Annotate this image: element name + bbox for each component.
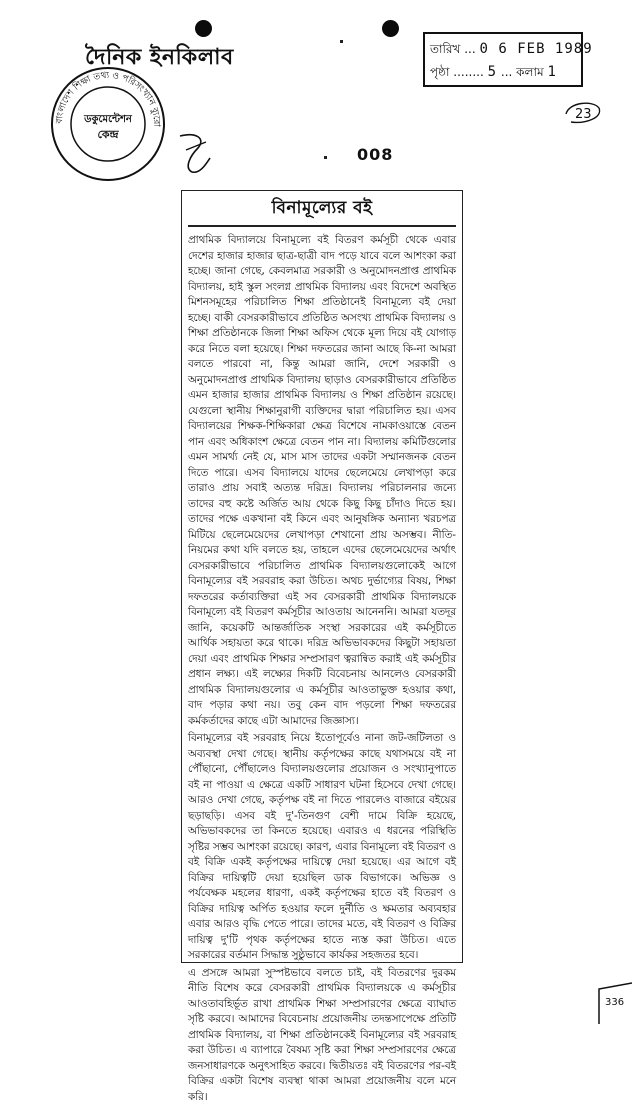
seal-center-line1: ডকুমেন্টেশন: [83, 112, 133, 126]
scan-speck: [324, 156, 327, 159]
article-title: বিনামূল্যের বই: [188, 195, 456, 227]
date-row: তারিখ ... 0 6 FEB 1989: [430, 41, 593, 61]
column-value: 1: [547, 64, 556, 80]
newspaper-clipping: [181, 190, 463, 963]
date-label: তারিখ: [430, 42, 460, 56]
page-label: পৃষ্ঠা: [430, 65, 449, 79]
column-label: কলাম: [516, 65, 543, 79]
document-number: 008: [357, 145, 393, 164]
article-paragraph-1: প্রাথমিক বিদ্যালয়ে বিনামূল্যে বই বিতরণ কর্মসূচী থেকে এবার দেশের হাজার হাজার ছাত্র-ছাত্রী বাদ পড়ে যাবে বলে আশংকা করা হচ্ছে। জানা গেছে, কেবলমাত্র সরকারী ও অনুমোদনপ্রাপ্ত প্রাথমিক বিদ্যালয়, হাই স্কুল সংলগ্ন প্রাথমিক বিদ্যালয় এবং বিদেশে অবস্থিত মিশনসমূহের পরিচালিত শিক্ষা প্রতিষ্ঠানেই বিনামূল্যে বই দেয়া হচ্ছে। বাকী বেসরকারীভাবে প্রতিষ্ঠিত অসংখ্য প্রাথমিক বিদ্যালয় ও শিক্ষা প্রতিষ্ঠানকে জিলা শিক্ষা অফিস থেকে মূল্য দিয়ে বই যোগাড় করে নিতে বলা হয়েছে। শিক্ষা দফতরের জানা আছে কি-না আমরা বলতে পারবো না, কিন্তু আমরা জানি, দেশে সরকারী ও অনুমোদনপ্রাপ্ত প্রাথমিক বিদ্যালয় ছাড়াও বেসরকারীভাবে প্রতিষ্ঠিত এমন হাজার হাজার প্রাথমিক বিদ্যালয় ও শিক্ষা প্রতিষ্ঠান রয়েছে। যেগুলো স্থানীয় শিক্ষানুরাগী ব্যক্তিদের দ্বারা পরিচালিত হয়। এসব বিদ্যালয়ের শিক্ষক-শিক্ষিকারা ক্ষেত্র বিশেষে নামকাওয়াস্তে বেতন পান এবং অধিকাংশ ক্ষেত্রে বেতন পান না। বিদ্যালয় কমিটিগুলোর এমন সামর্থ্য নেই যে, মাস মাস তাদের একটা সম্মানজনক বেতন দিতে পারে। এসব বিদ্যালয়ে যাদের ছেলেমেয়ে লেখাপড়া করে তারাও প্রায় সবাই অত্যন্ত দরিদ্র। বিদ্যালয় পরিচালনার জন্যে তাদের বহু কষ্টে অর্জিত আয় থেকে কিছু কিছু চাঁদাও দিতে হয়। তাদের পক্ষে একখানা বই কিনে এবং আনুষঙ্গিক অন্যান্য খরচপত্র মিটিয়ে ছেলেমেয়েদের লেখাপড়া শেখানো প্রায় অসম্ভব। নীতি-নিয়মের কথা যদি বলতে হয়, তাহলে এদের ছেলেমেয়েদের অর্থাৎ বেসরকারীভাবে পরিচালিত প্রাথমিক বিদ্যালয়গুলোকেই আগে বিনামূল্যের বই সরবরাহ করা উচিত। অথচ দুর্ভাগ্যের বিষয়, শিক্ষা দফতরের কর্তাব্যক্তিরা এই সব বেসরকারী প্রাথমিক বিদ্যালয়কে বিনামূল্যে বই বিতরণ কর্মসূচীর আওতায় আনেননি। আমরা যতদূর জানি, কয়েকটি আন্তর্জাতিক সংস্থা সরকারের এই কর্মসূচীতে আর্থিক সহায়তা করে থাকে। দরিদ্র অভিভাবকদের কিছুটা সহায়তা দেয়া এবং প্রাথমিক শিক্ষার সম্প্রসারণ ত্বরান্বিত করাই এই কর্মসূচীর প্রধান লক্ষ্য। এই লক্ষ্যের দিকটি বিবেচনায় আনলেও বেসরকারী প্রাথমিক বিদ্যালয়গুলোর এ কর্মসূচীর আওতাভুক্ত হওয়ার কথা, বাদ পড়ার কথা নয়। তবু কেন বাদ পড়লো শিক্ষা দফতরের কর্মকর্তাদের কাছে এটা আমাদের জিজ্ঞাস্য।: [188, 233, 456, 729]
punch-hole-right: [382, 20, 399, 37]
seal-top-text: বাংলাদেশ শিক্ষা তথ্য ও পরিসংখ্যান ব্যুরো: [55, 71, 162, 128]
article-paragraph-3: এ প্রসঙ্গে আমরা সুস্পষ্টভাবে বলতে চাই, বই বিতরণের দুরকম নীতি বিশেষ করে বেসরকারী প্রাথমিক বিদ্যালয়কে এ কর্মসূচীর আওতাবহির্ভূত রাখা প্রাথমিক শিক্ষা সম্প্রসারণের ক্ষেত্রে ব্যাঘাত সৃষ্টি করবে। আমাদের বিবেচনায় প্রয়োজনীয় তদন্তসাপেক্ষে প্রতিটি প্রাথমিক বিদ্যালয়, বা শিক্ষা প্রতিষ্ঠানকেই বিনামূল্যের বই সরবরাহ করা উচিত। এ ব্যাপারে বৈষম্য সৃষ্টি করা শিক্ষা সম্প্রসারণের ক্ষেত্রে জনসাধারণকে অনুৎসাহিত করবে। দ্বিতীয়তঃ বই বিতরণের পর-বই বিক্রির একটা বিশেষ ব্যবস্থা থাকা আমরা প্রয়োজনীয় বলে মনে করি।: [188, 966, 456, 1105]
page-value: 5: [488, 64, 497, 80]
corner-number-text: 23: [575, 107, 592, 122]
article-paragraph-2: বিনামূল্যের বই সরবরাহ নিয়ে ইতোপূর্বেও নানা জট-জটিলতা ও অব্যবস্থা দেখা গেছে। স্থানীয় কর্তৃপক্ষের কাছে যথাসময়ে বই না পৌঁছানো, পৌঁছালেও বিদ্যালয়গুলোর প্রয়োজন ও সংখ্যানুপাতে বই না পাওয়া এ ক্ষেত্রে একটি সাধারণ ঘটনা হিসেবে দেখা গেছে। আরও দেখা গেছে, কর্তৃপক্ষ বই না দিতে পারলেও বাজারে বইয়ের ছড়াছড়ি। এসব বই দু'-তিনগুণ বেশী দামে বিক্রি হয়েছে, অভিভাবকদের তা কিনতে হয়েছে। এবারও এ ধরনের পরিস্থিতি সৃষ্টির সম্ভব আশংকা রয়েছে। কারণ, এবার বিনামূল্যে বই বিতরণ ও বই বিক্রি একই কর্তৃপক্ষের দায়িত্বে দেয়া হয়েছে। এর আগে বই বিক্রির দায়িত্বটি দেয়া হয়েছিল ডাক বিভাগকে। অভিজ্ঞ ও পর্যবেক্ষক মহলের ধারণা, একই কর্তৃপক্ষের হাতে বই বিতরণ ও বিক্রির দায়িত্ব অর্পিত হওয়ার ফলে দুর্নীতি ও ক্ষমতার অব্যবহার এবার আরও বৃদ্ধি পেতে পারে। তাদের মতে, বই বিতরণ ও বিক্রির দায়িত্ব দু'টি পৃথক কর্তৃপক্ষের হাতে ন্যস্ত করা উচিত। এতে সরকারের বর্তমান সিদ্ধান্ত সুষ্ঠুভাবে কার্যকর সহজতর হবে।: [188, 731, 456, 964]
handwritten-initials: [176, 128, 216, 178]
seal-stamp: [48, 64, 168, 184]
seal-center-line2: কেন্দ্র: [97, 128, 119, 141]
scan-speck: [340, 40, 343, 43]
date-box: [423, 32, 583, 87]
newspaper-masthead: দৈনিক ইনকিলাব: [85, 40, 234, 77]
handwritten-corner-number: [563, 98, 603, 126]
bottom-number: 336: [605, 997, 624, 1008]
date-value: 0 6 FEB 1989: [480, 41, 593, 57]
page-row: পৃষ্ঠা ........ 5 ... কলাম 1: [430, 64, 557, 84]
corner-page-stamp: [597, 975, 632, 1024]
punch-hole-left: [195, 20, 212, 37]
